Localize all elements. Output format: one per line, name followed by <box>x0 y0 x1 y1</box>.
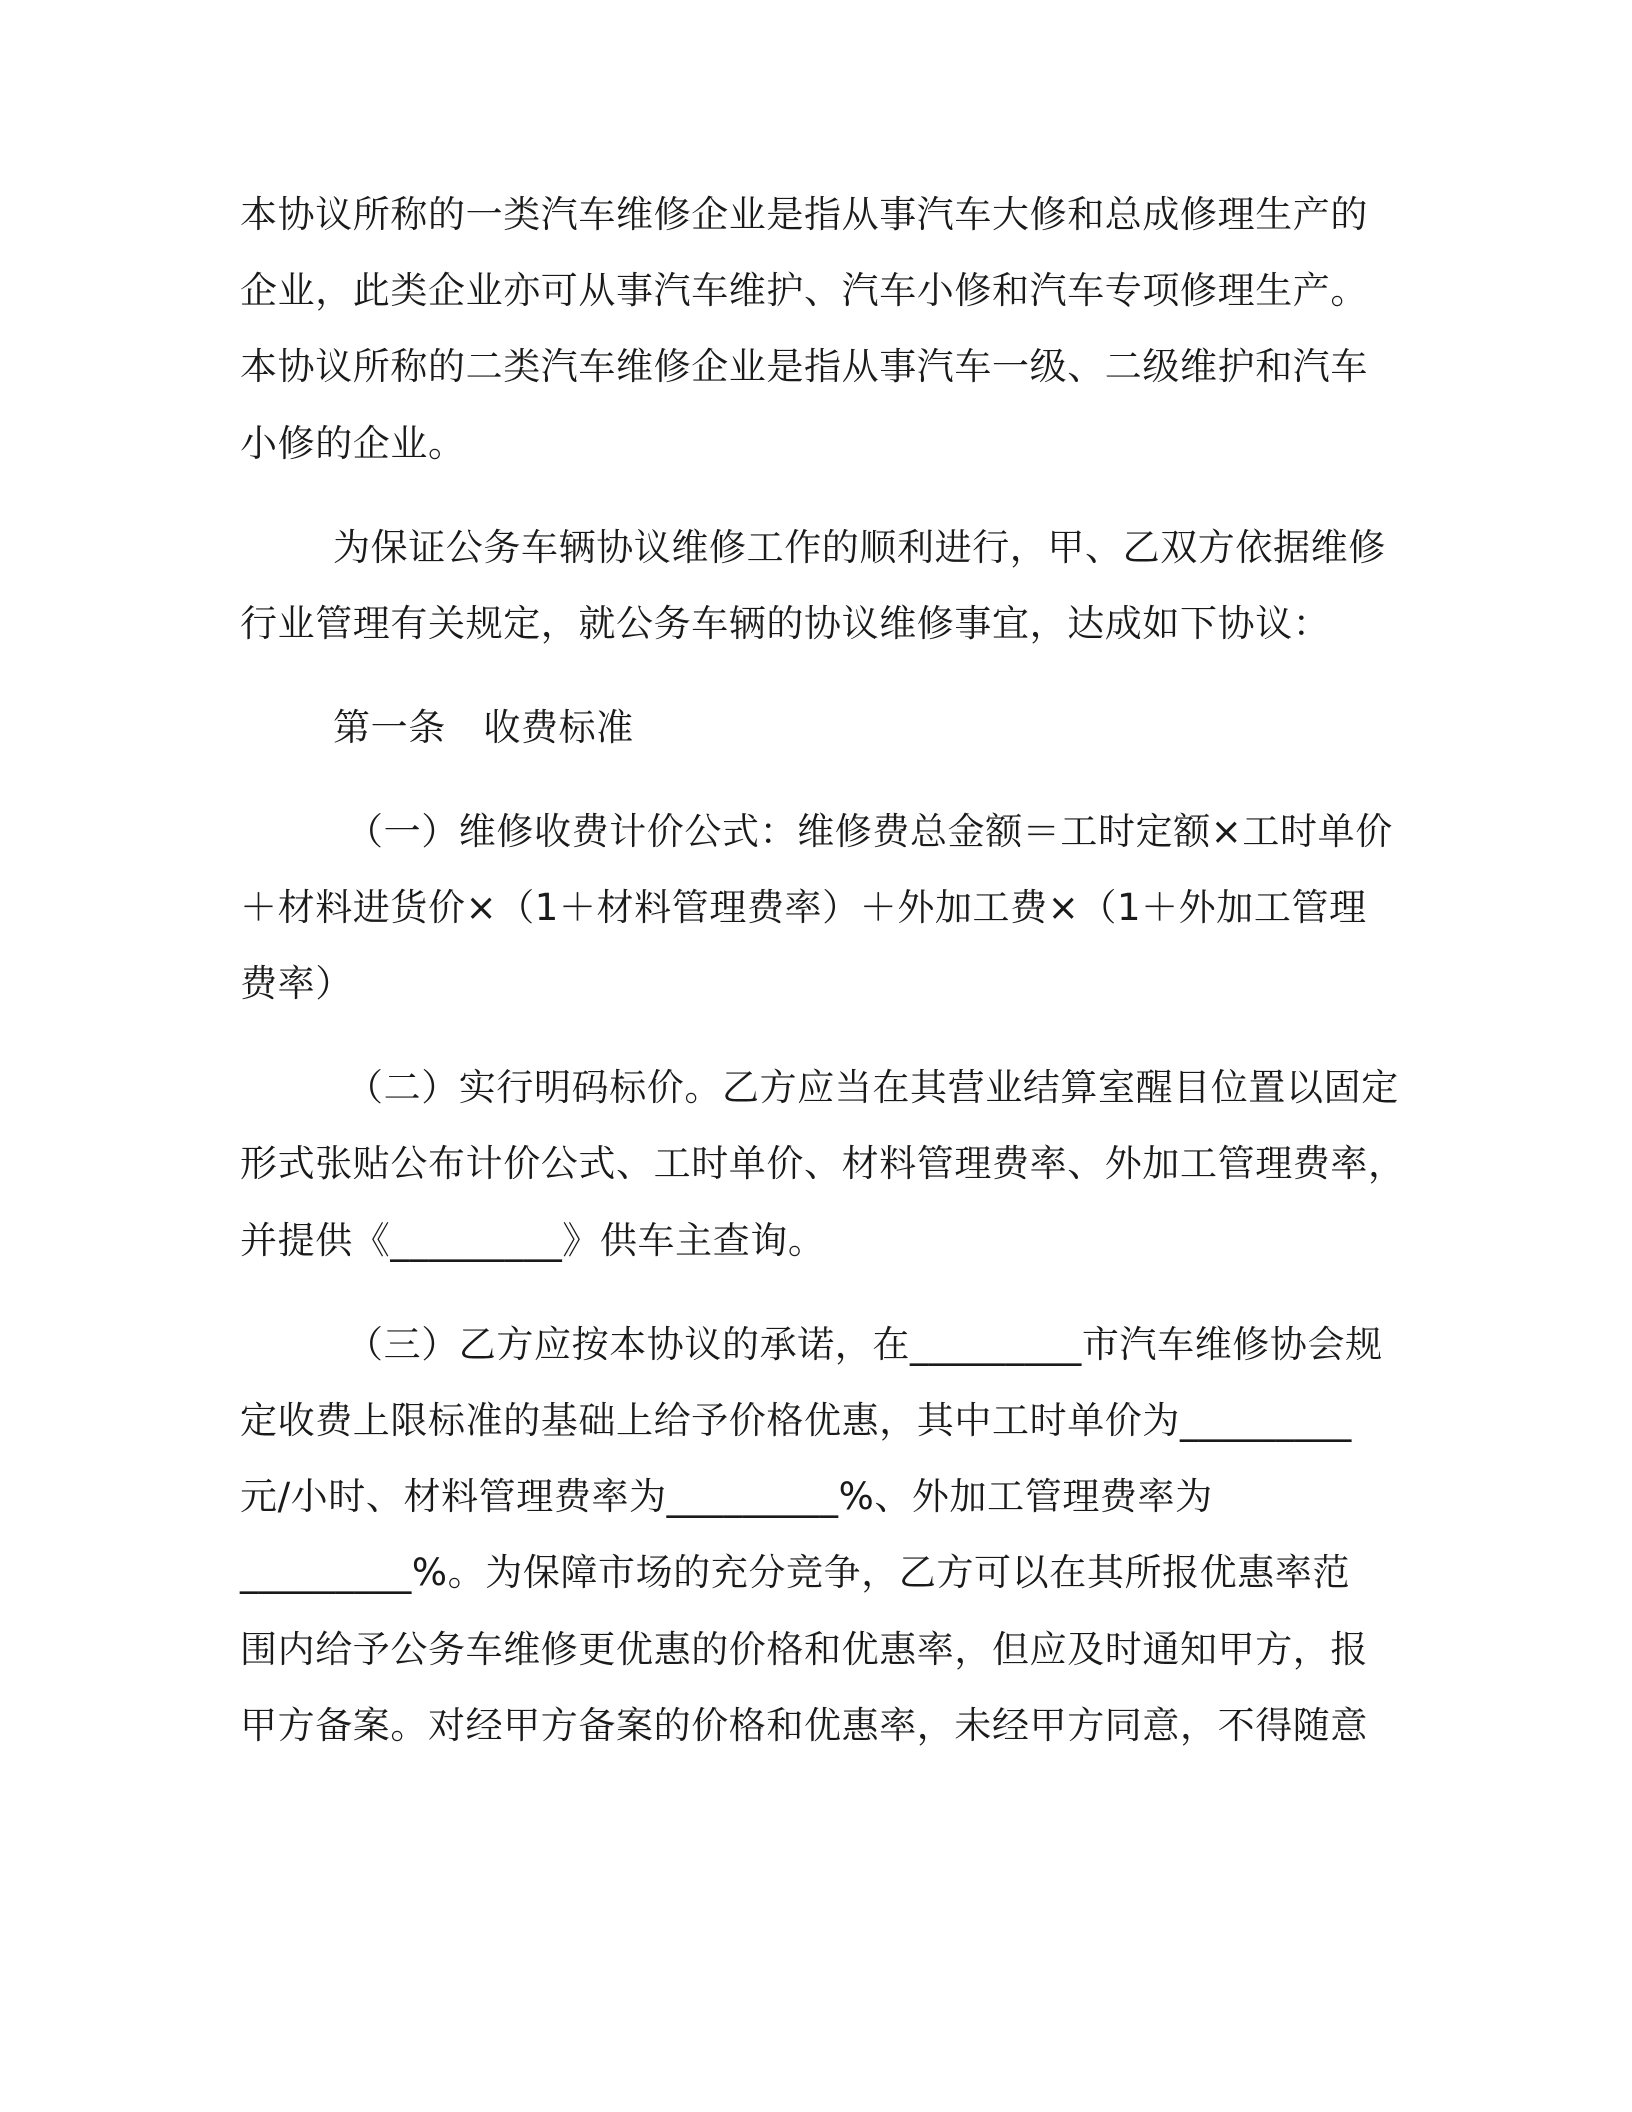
text-line-11: （二）实行明码标价。乙方应当在其营业结算室醒目位置以固定 <box>346 1066 1399 1109</box>
article-heading: 第一条 收费标准 <box>333 706 634 749</box>
text-line-10: 费率） <box>240 962 353 1005</box>
text-line-19: 甲方备案。对经甲方备案的价格和优惠率，未经甲方同意，不得随意 <box>240 1704 1368 1747</box>
text-line-12: 形式张贴公布计价公式、工时单价、材料管理费率、外加工管理费率， <box>240 1142 1406 1185</box>
text-line-3: 本协议所称的二类汽车维修企业是指从事汽车一级、二级维护和汽车 <box>240 345 1368 388</box>
text-line-17: _________%。为保障市场的充分竞争，乙方可以在其所报优惠率范 <box>240 1551 1351 1594</box>
text-line-15: 定收费上限标准的基础上给予价格优惠，其中工时单价为_________ <box>240 1399 1352 1442</box>
text-line-8: （一）维修收费计价公式：维修费总金额＝工时定额×工时单价 <box>346 810 1393 853</box>
text-line-18: 围内给予公务车维修更优惠的价格和优惠率，但应及时通知甲方，报 <box>240 1628 1368 1671</box>
text-line-1: 本协议所称的一类汽车维修企业是指从事汽车大修和总成修理生产的 <box>240 193 1368 236</box>
text-line-9: ＋材料进货价×（1＋材料管理费率）＋外加工费×（1＋外加工管理 <box>240 886 1367 929</box>
text-line-13: 并提供《_________》供车主查询。 <box>240 1219 826 1262</box>
text-line-16: 元/小时、材料管理费率为_________%、外加工管理费率为 <box>240 1475 1213 1518</box>
text-line-6: 行业管理有关规定，就公务车辆的协议维修事宜，达成如下协议： <box>240 602 1331 645</box>
text-line-2: 企业，此类企业亦可从事汽车维护、汽车小修和汽车专项修理生产。 <box>240 269 1368 312</box>
text-line-5: 为保证公务车辆协议维修工作的顺利进行，甲、乙双方依据维修 <box>333 526 1386 569</box>
text-line-14: （三）乙方应按本协议的承诺，在_________市汽车维修协会规 <box>346 1323 1383 1366</box>
text-line-4: 小修的企业。 <box>240 422 466 465</box>
